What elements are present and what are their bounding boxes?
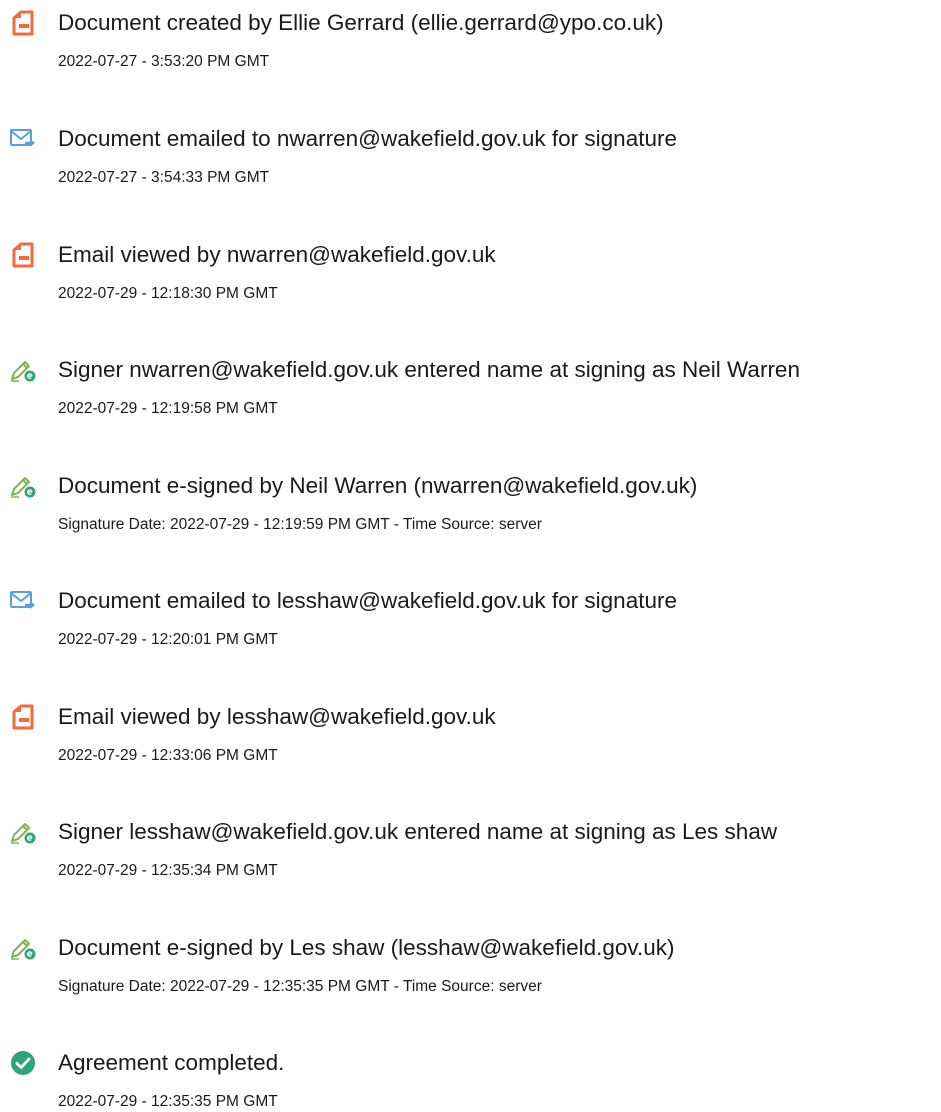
event-title: Document e-signed by Les shaw (lesshaw@wakefield.gov.uk) <box>58 935 675 960</box>
event-timestamp: 2022-07-29 - 12:18:30 PM GMT <box>58 285 278 302</box>
document-icon <box>10 242 36 268</box>
email-sent-icon <box>10 126 36 152</box>
event-title: Email viewed by nwarren@wakefield.gov.uk <box>58 242 496 267</box>
event-title: Signer nwarren@wakefield.gov.uk entered name at signing as Neil Warren <box>58 357 800 382</box>
event-timestamp: 2022-07-29 - 12:19:58 PM GMT <box>58 400 278 417</box>
esign-pen-icon <box>10 935 36 961</box>
event-timestamp: 2022-07-29 - 12:35:34 PM GMT <box>58 862 278 879</box>
event-title: Document e-signed by Neil Warren (nwarren@wakefield.gov.uk) <box>58 473 698 498</box>
event-title: Document emailed to lesshaw@wakefield.gov.uk for signature <box>58 588 677 613</box>
event-title: Document emailed to nwarren@wakefield.gov.uk for signature <box>58 126 677 151</box>
event-timestamp: 2022-07-29 - 12:35:35 PM GMT <box>58 1093 278 1110</box>
event-timestamp: 2022-07-27 - 3:53:20 PM GMT <box>58 53 270 70</box>
event-title: Agreement completed. <box>58 1050 285 1075</box>
document-icon <box>10 704 36 730</box>
event-title: Email viewed by lesshaw@wakefield.gov.uk <box>58 704 496 729</box>
event-title: Document created by Ellie Gerrard (ellie.gerrard@ypo.co.uk) <box>58 10 664 35</box>
signature-date: Signature Date: 2022-07-29 - 12:35:35 PM GMT - Time Source: server <box>58 978 542 995</box>
esign-pen-icon <box>10 819 36 845</box>
check-circle-icon <box>10 1050 36 1076</box>
event-timestamp: 2022-07-29 - 12:20:01 PM GMT <box>58 631 278 648</box>
signature-date: Signature Date: 2022-07-29 - 12:19:59 PM GMT - Time Source: server <box>58 516 542 533</box>
document-icon <box>10 10 36 36</box>
event-timestamp: 2022-07-27 - 3:54:33 PM GMT <box>58 169 270 186</box>
email-sent-icon <box>10 588 36 614</box>
esign-pen-icon <box>10 357 36 383</box>
event-timestamp: 2022-07-29 - 12:33:06 PM GMT <box>58 747 278 764</box>
event-title: Signer lesshaw@wakefield.gov.uk entered name at signing as Les shaw <box>58 819 778 844</box>
esign-pen-icon <box>10 473 36 499</box>
